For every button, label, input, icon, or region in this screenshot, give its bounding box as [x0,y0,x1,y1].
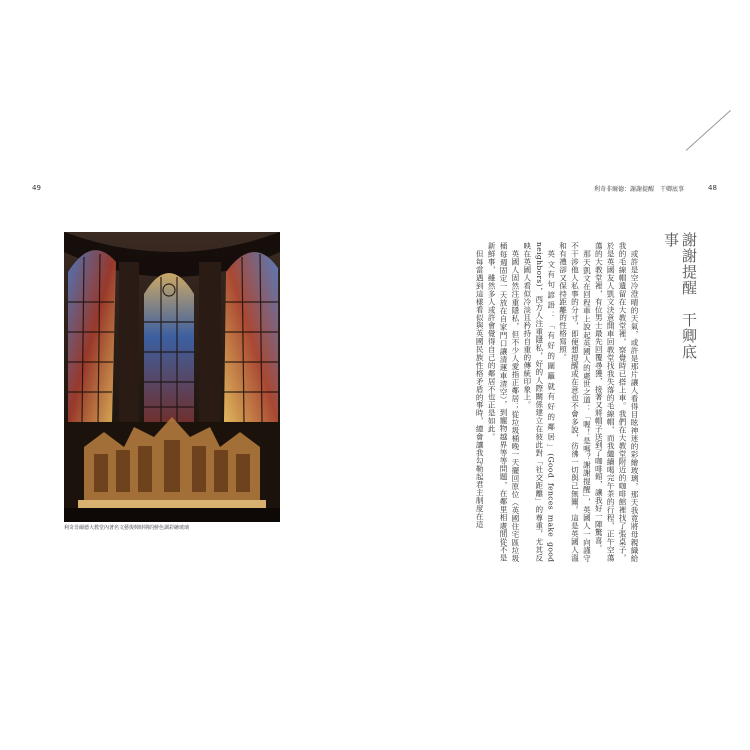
paragraph: 或許是空冷澄晴的天氣，或許是那片讓人看得目眩神迷的彩繪玻璃，那天我竟將母親織給我的毛線帽遺留在大教堂裡，察覺時已搭上車。我們在大教堂附近的咖啡館裡找了張桌子，於是英國友人凱文決意開車回教堂找我失落的毛線帽，而我繼續喝完午茶的行程，正午空蕩蕩的大教堂裡，有位男士最先回覆尋獲，接著又將帽子送到了咖啡館，讓我好一陣驚喜。 [594,242,639,562]
left-page-number: 49 [32,184,41,192]
paragraph: 英文有句諺語：「有好的圍籬就有好的鄰居」(Good fences make good neighbors)，西方人注重隱私，好的人際關係建立在彼此對「社交距離」的尊重，尤其反映在英國人看似冷淡且矜持自重的傳統印象上。 [522,242,556,562]
running-head: 利奇非爾德：謝謝提醒 干卿底事 [594,186,685,193]
right-page-number: 48 [708,184,717,192]
body-text [400,242,640,562]
paragraph: 英國人固然注重隱私，但不少人愛指正鄰居；從垃圾桶晚一天擺回原位（英國住宅區垃圾桶每週固定一天放在自家門口讓清運車清空），到寵物越界等等問題，在鄰里相處間從不是新鮮事，雖然多人或許會覺得自己的鄰居不也正是如此。 [487,242,520,562]
chapter-title-calligraphy: 謝謝提醒 干卿底事 [662,232,698,360]
paragraph: 但每當遇到這樣看似與英國民族性格矛盾的事時，總會讓我勾勒起君主制度在這 [475,249,485,528]
cathedral-stained-glass-photo [64,232,280,522]
photo-caption: 利奇非爾德大教堂內著名文藝復興時期的鮮色調彩繪玻璃 [64,525,190,531]
decorative-line [686,110,731,151]
paragraph: 那天凱文在回程車上說起英國人的處世之道：「喔！是嗎？謝謝提醒」，英國人一向謹守不干涉他人私事的分寸，即便想提醒或在意也不會多說，彷彿一切與己無關。這是英國人溫和有禮卻又保持距離的性格寫照。 [558,242,592,562]
